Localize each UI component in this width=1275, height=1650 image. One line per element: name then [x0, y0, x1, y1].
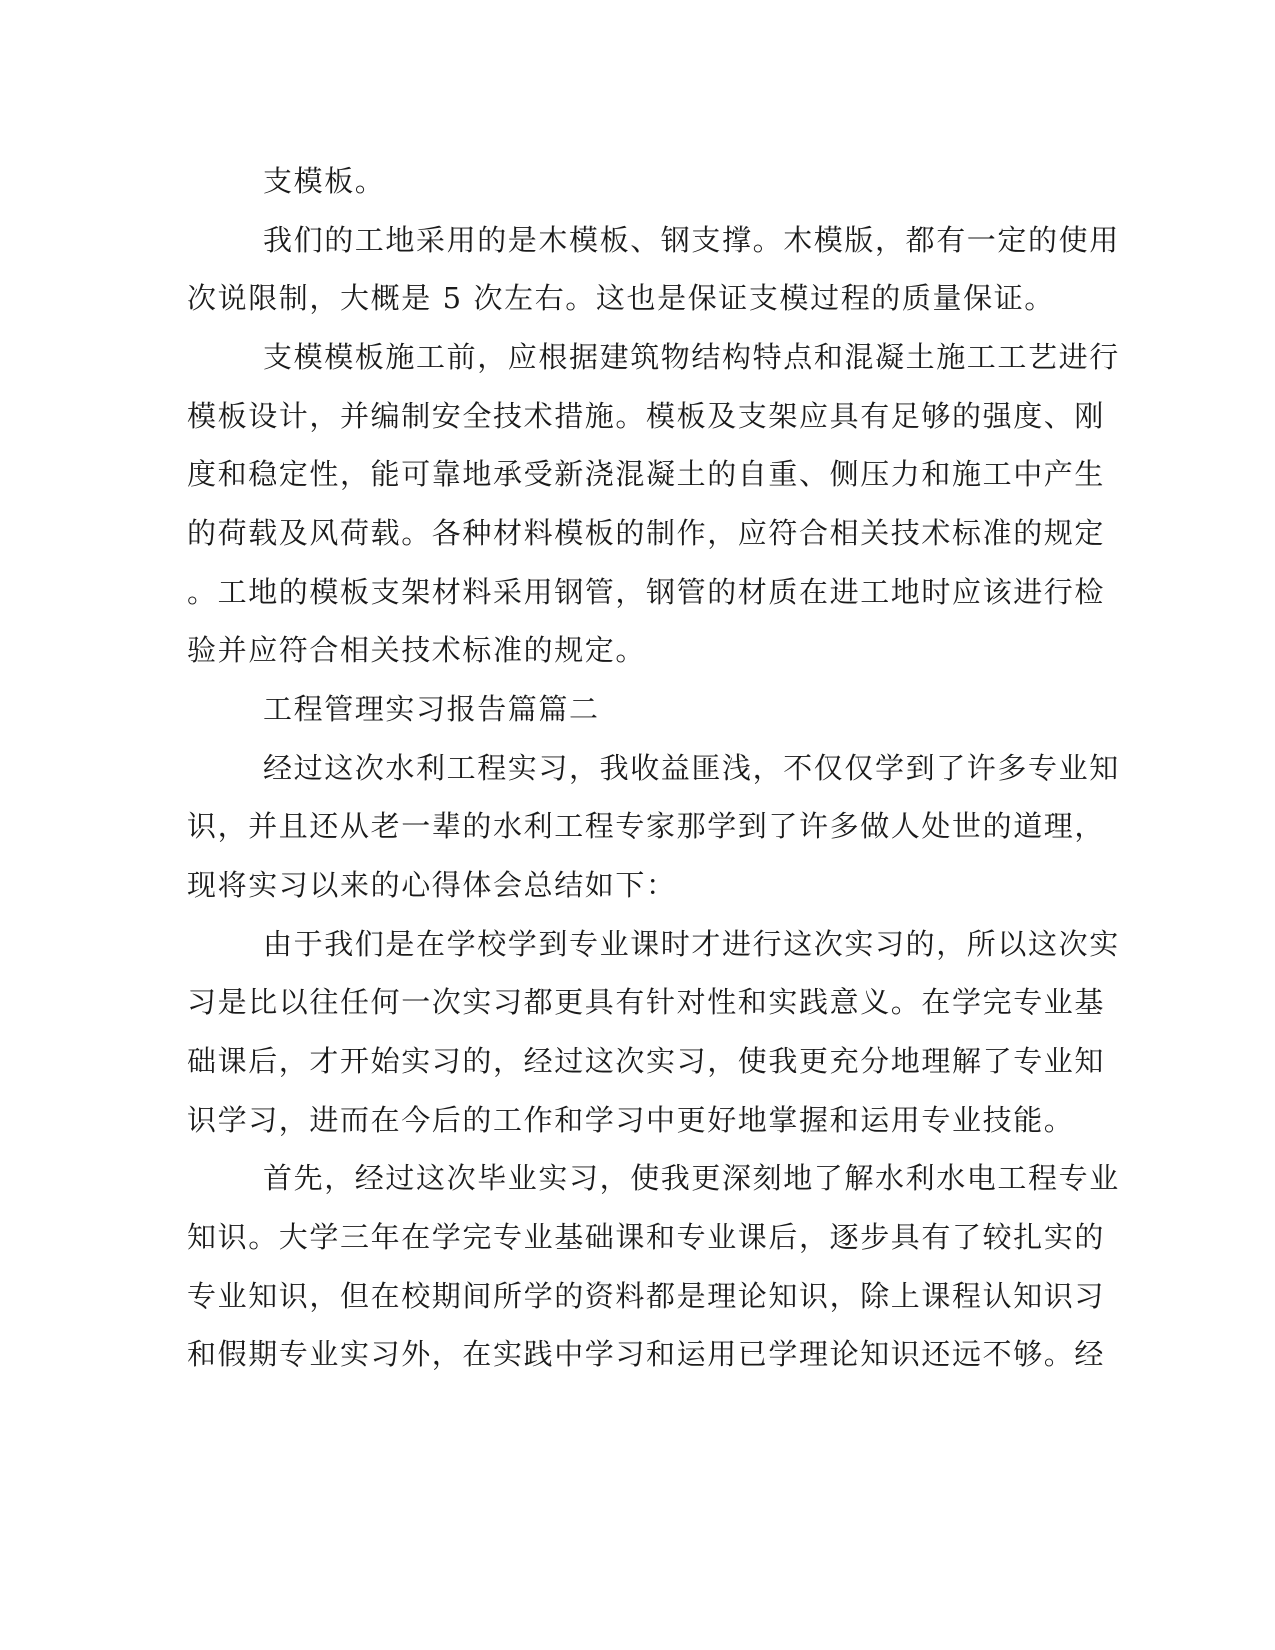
paragraph-line: 我们的工地采用的是木模板、钢支撑。木模版，都有一定的使用 [263, 223, 1120, 257]
paragraph-line: 识，并且还从老一辈的水利工程专家那学到了许多做人处世的道理， [187, 809, 1106, 843]
section-heading: 工程管理实习报告篇篇二 [263, 692, 600, 726]
paragraph-line: 础课后，才开始实习的，经过这次实习，使我更充分地理解了专业知 [187, 1044, 1106, 1078]
paragraph-line: 支模板。 [263, 164, 386, 198]
paragraph-line: 模板设计，并编制安全技术措施。模板及支架应具有足够的强度、刚 [187, 399, 1106, 433]
paragraph-line: 现将实习以来的心得体会总结如下： [187, 868, 677, 902]
paragraph-line: 首先，经过这次毕业实习，使我更深刻地了解水利水电工程专业 [263, 1161, 1120, 1195]
paragraph-line: 和假期专业实习外，在实践中学习和运用已学理论知识还远不够。经 [187, 1337, 1106, 1371]
paragraph-line: 支模模板施工前，应根据建筑物结构特点和混凝土施工工艺进行 [263, 340, 1120, 374]
paragraph-line: 知识。大学三年在学完专业基础课和专业课后，逐步具有了较扎实的 [187, 1220, 1106, 1254]
paragraph-line: 识学习，进而在今后的工作和学习中更好地掌握和运用专业技能。 [187, 1103, 1075, 1137]
paragraph-line: 的荷载及风荷载。各种材料模板的制作，应符合相关技术标准的规定 [187, 516, 1106, 550]
paragraph-line: 。工地的模板支架材料采用钢管，钢管的材质在进工地时应该进行检 [187, 575, 1106, 609]
paragraph-line: 度和稳定性，能可靠地承受新浇混凝土的自重、侧压力和施工中产生 [187, 457, 1106, 491]
paragraph-line: 次说限制，大概是 5 次左右。这也是保证支模过程的质量保证。 [187, 281, 1055, 315]
paragraph-line: 专业知识，但在校期间所学的资料都是理论知识，除上课程认知识习 [187, 1279, 1106, 1313]
paragraph-line: 经过这次水利工程实习，我收益匪浅，不仅仅学到了许多专业知 [263, 751, 1120, 785]
paragraph-line: 由于我们是在学校学到专业课时才进行这次实习的，所以这次实 [263, 927, 1120, 961]
paragraph-line: 验并应符合相关技术标准的规定。 [187, 633, 647, 667]
paragraph-line: 习是比以往任何一次实习都更具有针对性和实践意义。在学完专业基 [187, 985, 1106, 1019]
